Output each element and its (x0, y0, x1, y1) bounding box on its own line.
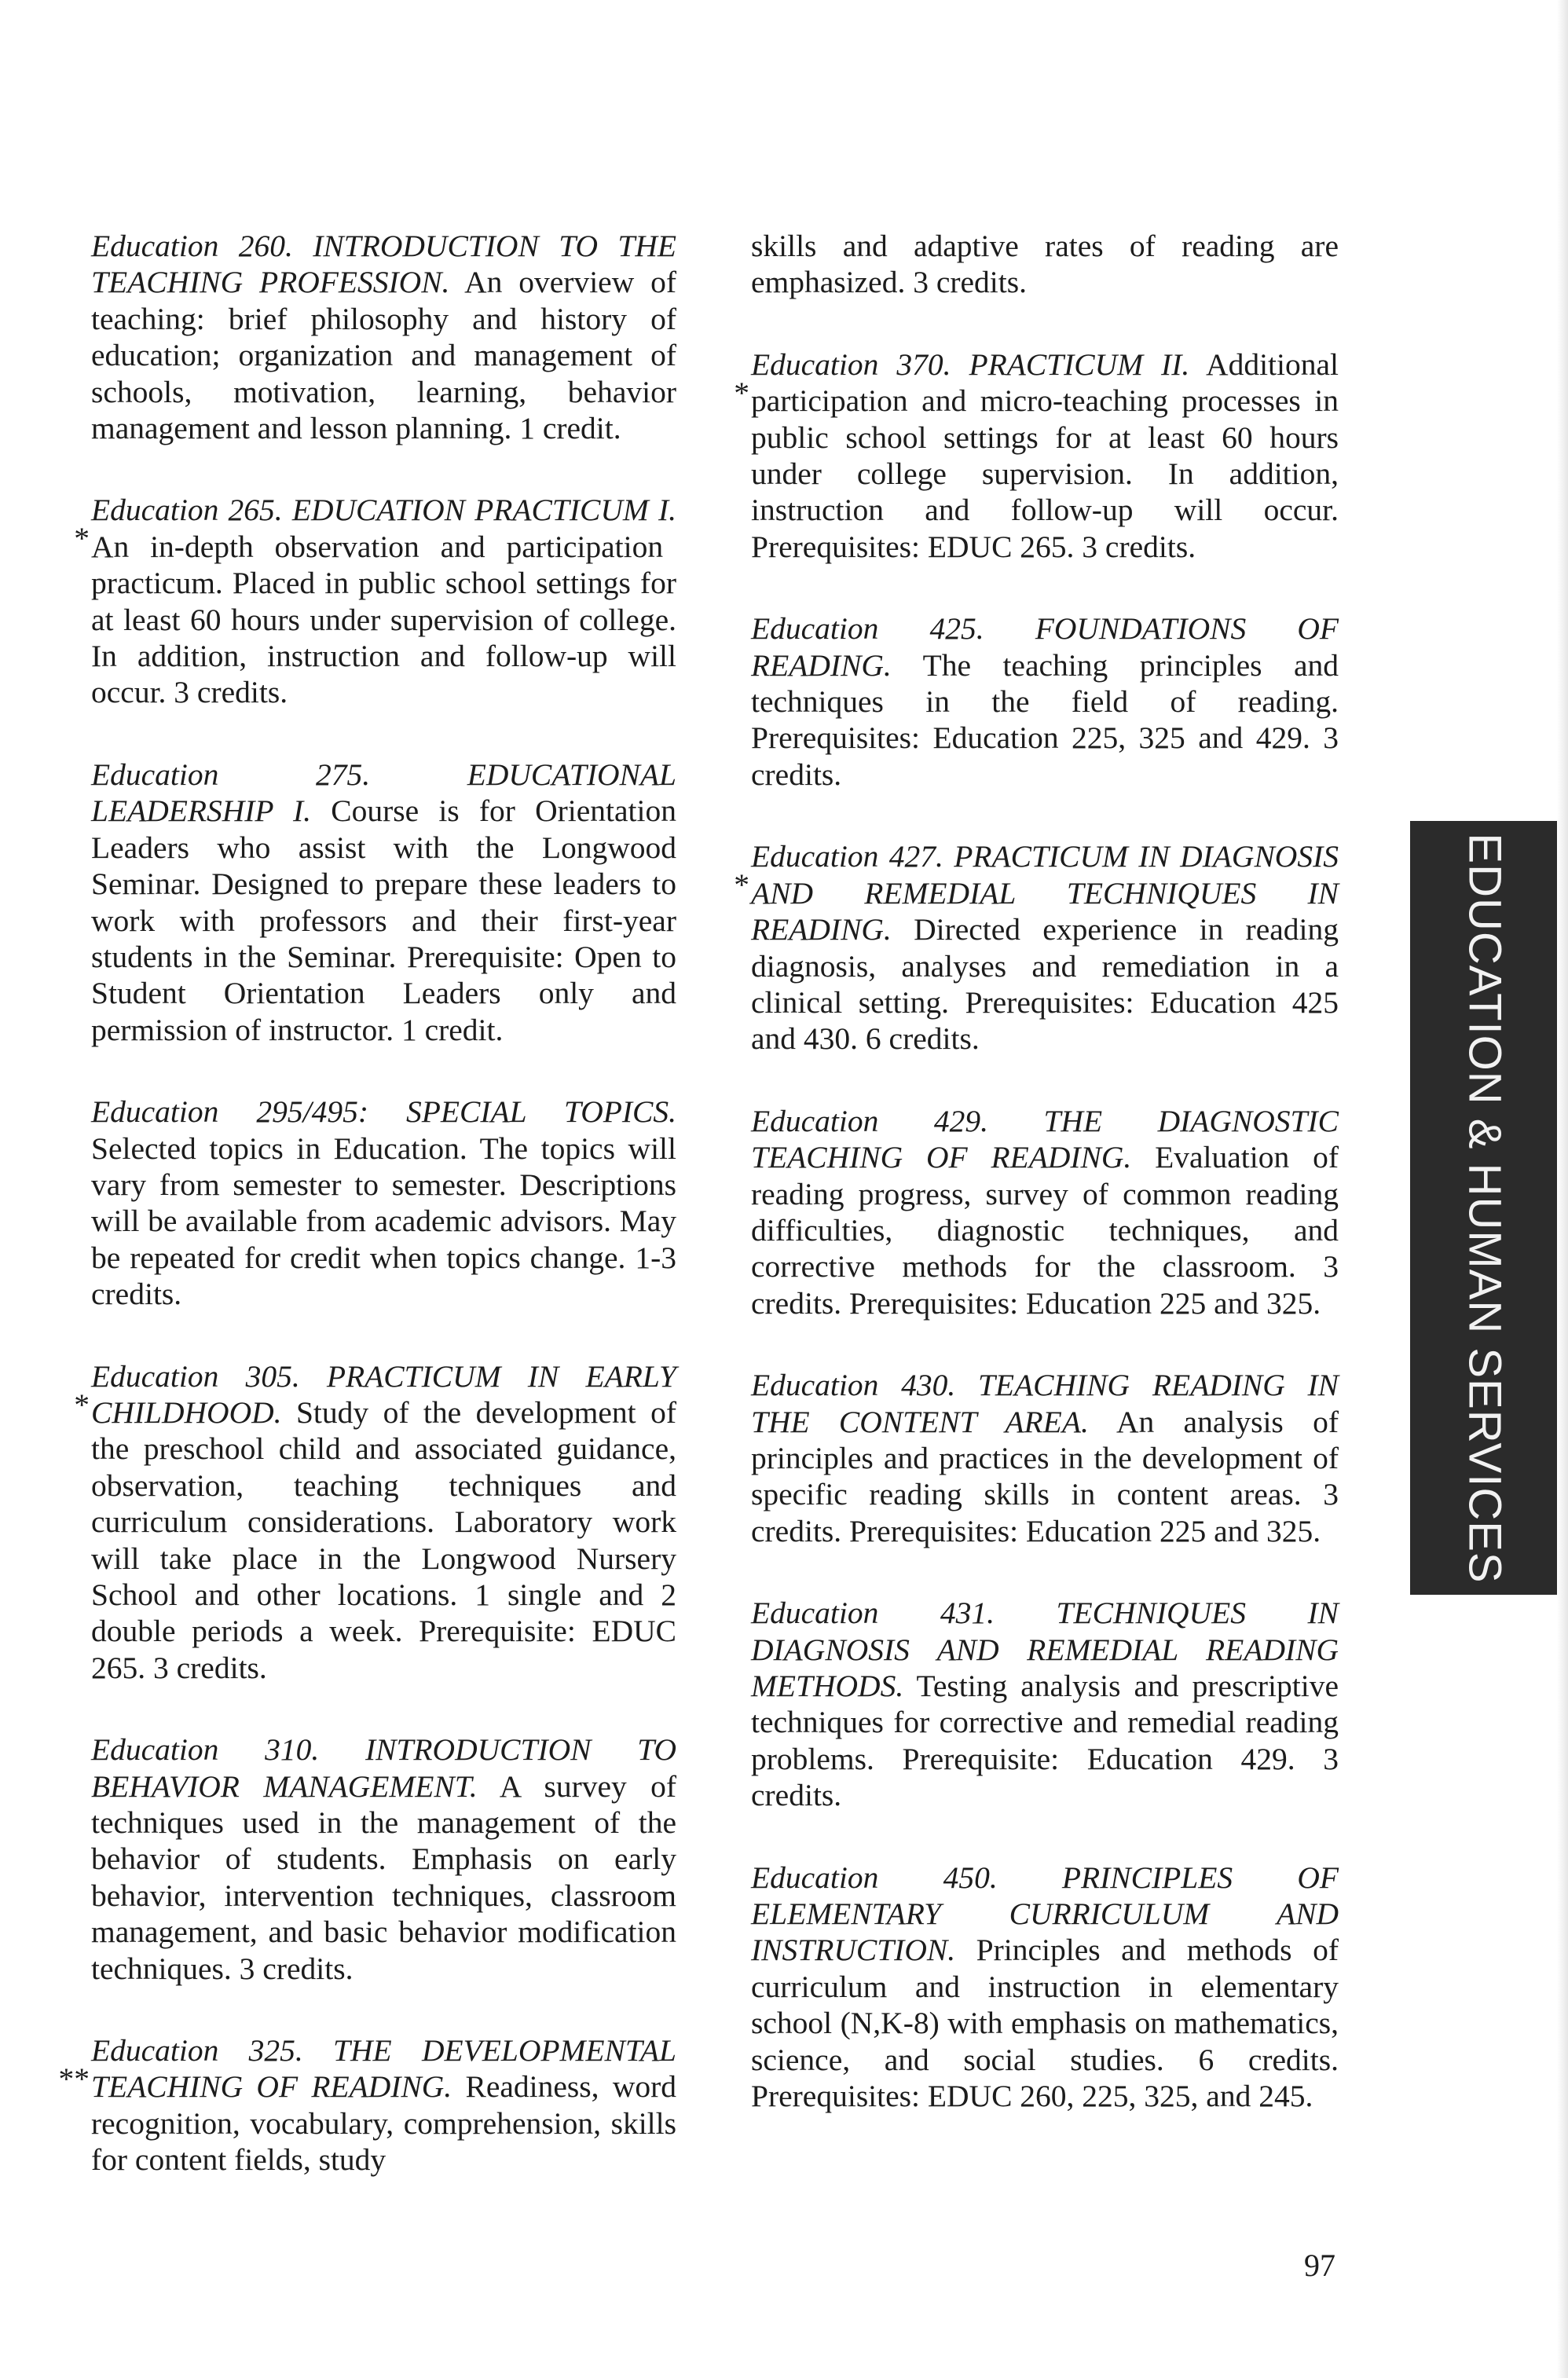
page-edge-shadow (1557, 0, 1568, 2378)
course-heading: Education 310. INTRODUCTION TO BEHAVIOR MANAGEMENT. (91, 1732, 676, 1804)
course-description: A survey of techniques used in the management of the behavior of students. Emphasis on early behavior, intervention techniques, classroom management, and basic behavior modification techniques. 3 credits. (91, 1768, 676, 1986)
practicum-marker: ** (58, 2061, 90, 2097)
course-description: Readiness, word recognition, vocabulary, comprehension, skills for content fields, study (91, 2069, 676, 2178)
course-entry (91, 1731, 676, 1987)
course-entry (734, 346, 1339, 565)
right-column (734, 228, 1339, 2160)
course-heading: Education 430. TEACHING READING IN THE CONTENT AREA. (751, 1368, 1339, 1439)
course-entry (58, 2032, 676, 2178)
course-entry (74, 492, 676, 710)
section-tab (1410, 821, 1559, 1595)
course-description: An overview of teaching: brief philosophy and history of education; organization and management of schools, motivation, learning, behavior management and lesson planning. 1 credit. (91, 265, 677, 446)
course-description: Study of the development of the preschool child and associated guidance, observation, teaching techniques and curriculum considerations. Laboratory work will take place in the Longwood Nursery School and other locations. 1 single and 2 double periods a week. Prerequisite: EDUC 265. 3 credits. (91, 1394, 676, 1685)
course-entry-continued (751, 228, 1339, 301)
practicum-marker: * (734, 375, 749, 410)
course-heading: Education 325. THE DEVELOPMENTAL TEACHING OF READING. (91, 2033, 676, 2105)
course-entry (751, 610, 1339, 793)
course-heading: Education 265. EDUCATION PRACTICUM I. (91, 493, 676, 528)
course-entry (751, 1103, 1339, 1321)
course-heading: Education 305. PRACTICUM IN EARLY CHILDHOOD. (91, 1358, 676, 1430)
course-heading: Education 275. EDUCATIONAL LEADERSHIP I. (91, 757, 676, 829)
practicum-marker: * (74, 521, 90, 556)
course-description: An in-depth observation and participation practicum. Placed in public school settings for at least 60 hours under supervision of college. In addition, instruction and follow-up will occur. 3 credits. (91, 529, 676, 710)
course-description: Course is for Orientation Leaders who assist with the Longwood Seminar. Designed to prepare these leaders to work with professors and their first-year students in the Seminar. Prerequisite: Open to Student Orientation Leaders only and permission of instructor. 1 credit. (91, 793, 676, 1047)
course-entry (751, 1367, 1339, 1549)
course-entry (74, 1358, 676, 1687)
section-tab-label: EDUCATION & HUMAN SERVICES (1459, 832, 1511, 1584)
page-number: 97 (1304, 2248, 1335, 2283)
left-column (58, 228, 677, 2224)
course-heading: Education 450. PRINCIPLES OF ELEMENTARY CURRICULUM AND INSTRUCTION. (751, 1860, 1339, 1968)
course-heading: Education 431. TECHNIQUES IN DIAGNOSIS AND REMEDIAL READING METHODS. (751, 1596, 1339, 1703)
practicum-marker: * (734, 867, 749, 903)
course-description: Additional participation and micro-teaching processes in public school settings for at least 60 hours under college supervision. In addition, instruction and follow-up will occur. Prerequisites: EDUC 265. 3 credits. (751, 346, 1339, 564)
course-entry (751, 1860, 1339, 2115)
course-description: Testing analysis and prescriptive techniques for corrective and remedial reading problems. Prerequisite: Education 429. 3 credits. (751, 1669, 1339, 1813)
course-heading: Education 425. FOUNDATIONS OF READING. (751, 611, 1339, 683)
course-heading: Education 429. THE DIAGNOSTIC TEACHING OF READING. (751, 1103, 1339, 1175)
course-description: Directed experience in reading diagnosis, analyses and remediation in a clinical setting. Prerequisites: Education 425 and 430. 6 credits. (751, 912, 1339, 1057)
course-heading: Education 295/495: SPECIAL TOPICS. (91, 1094, 676, 1130)
course-description: skills and adaptive rates of reading are emphasized. 3 credits. (751, 229, 1339, 300)
course-heading: Education 260. INTRODUCTION TO THE TEACHING PROFESSION. (91, 229, 676, 300)
course-heading: Education 370. PRACTICUM II. (751, 346, 1190, 382)
course-description: An analysis of principles and practices in the development of specific reading skills in content areas. 3 credits. Prerequisites: Education 225 and 325. (751, 1404, 1339, 1548)
course-description: Evaluation of reading progress, survey of common reading difficulties, diagnostic techniques, and corrective methods for the classroom. 3 credits. Prerequisites: Education 225 and 325. (751, 1140, 1339, 1321)
course-entry (751, 1595, 1339, 1813)
course-entry (91, 1094, 676, 1312)
course-description: The teaching principles and techniques in the field of reading. Prerequisites: Education 225, 325 and 429. 3 credits. (751, 647, 1339, 792)
course-entry (91, 228, 676, 446)
course-entry (734, 838, 1339, 1057)
course-description: Principles and methods of curriculum and instruction in elementary school (N,K-8) with emphasis on mathematics, science, and social studies. 6 credits. Prerequisites: EDUC 260, 225, 325, and 245. (751, 1933, 1339, 2114)
practicum-marker: * (74, 1387, 90, 1422)
course-heading: Education 427. PRACTICUM IN DIAGNOSIS AND REMEDIAL TECHNIQUES IN READING. (751, 839, 1339, 947)
course-description: Selected topics in Education. The topics will vary from semester to semester. Descriptions will be available from academic advisors. May be repeated for credit when topics change. 1-3 credits. (91, 1130, 676, 1312)
course-entry (91, 757, 676, 1048)
